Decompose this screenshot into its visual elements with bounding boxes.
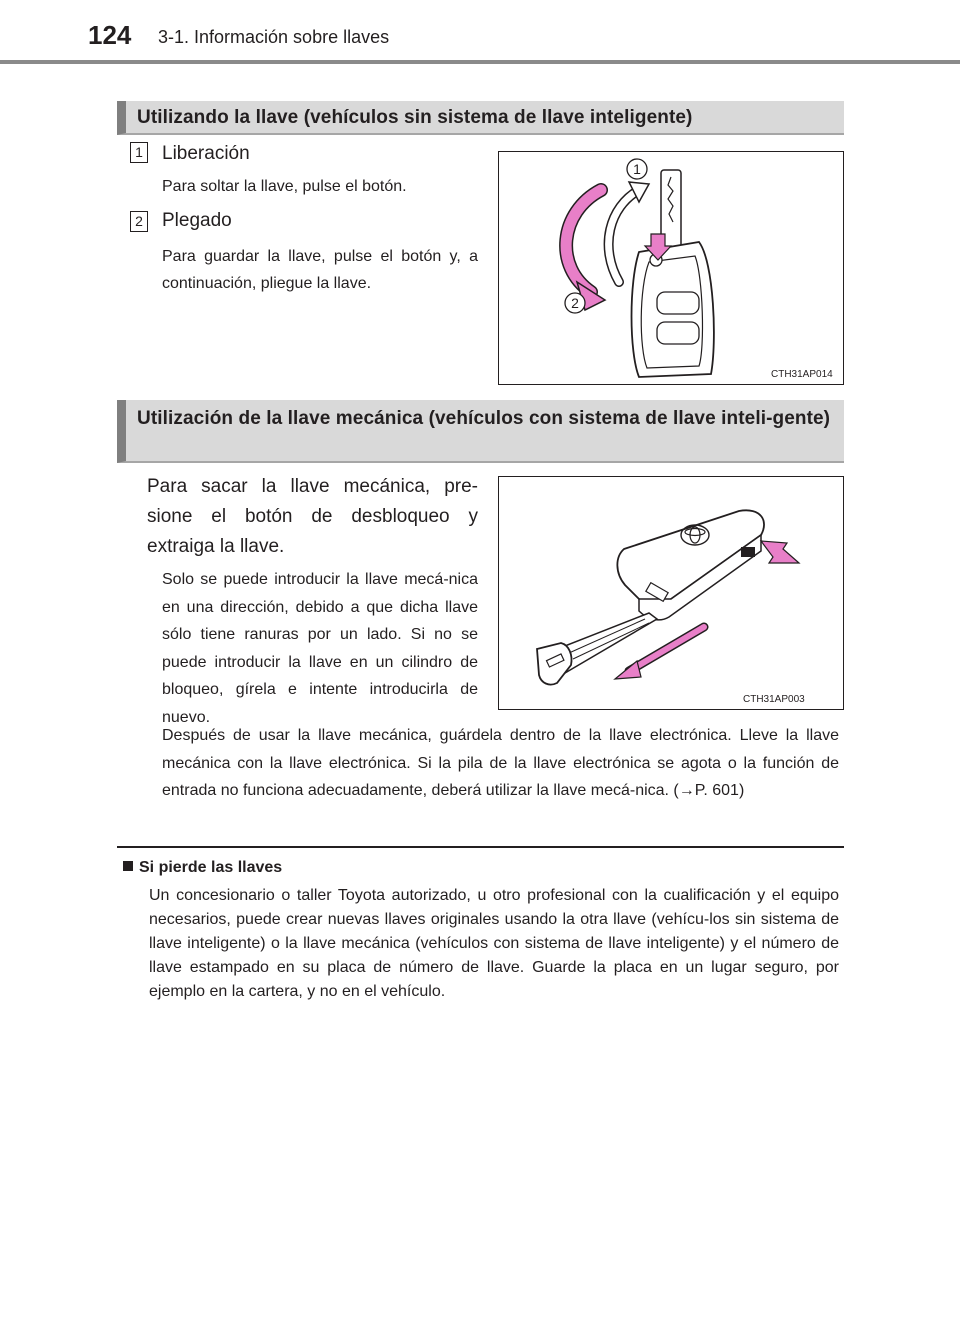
step-title-fold: Plegado xyxy=(162,210,232,231)
header-rule xyxy=(0,60,960,64)
mechanical-key-illustration xyxy=(499,477,842,708)
section-heading-key-usage xyxy=(117,101,844,135)
callout-1: 1 xyxy=(633,161,641,177)
figure-folding-key xyxy=(498,151,844,385)
note-wide: Después de usar la llave mecánica, guárdela dentro de la llave electrónica. Lleve la llave mecánica con la llave electrónica. Si la pila de la llave electrónica se agota o la función de entrada no funciona adecuadamente, deberá utilizar la llave mecá-nica. (→P. 601) xyxy=(162,727,839,799)
running-head: 3-1. Información sobre llaves xyxy=(158,27,390,47)
step-number-badge: 1 xyxy=(130,142,148,163)
step-text-release: Para soltar la llave, pulse el botón. xyxy=(162,178,407,195)
section-heading-mechanical-key xyxy=(117,400,844,463)
section-divider xyxy=(117,846,844,848)
figure-mechanical-key xyxy=(498,476,844,710)
step-number-badge: 2 xyxy=(130,211,148,232)
section-heading-text: Utilización de la llave mecánica (vehículos con sistema de llave inteli-gente) xyxy=(137,408,831,429)
bullet-square-icon xyxy=(123,861,133,871)
section-heading-text: Utilizando la llave (vehículos sin sistema de llave inteligente) xyxy=(137,107,693,128)
page-number: 124 xyxy=(88,20,132,50)
info-heading-text: Si pierde las llaves xyxy=(139,859,283,876)
lead-paragraph: Para sacar la llave mecánica, pre-sione el botón de desbloqueo y extraiga la llave. xyxy=(147,476,478,557)
info-heading xyxy=(123,859,282,877)
step-text-fold: Para guardar la llave, pulse el botón y, a continuación, pliegue la llave. xyxy=(162,248,478,292)
folding-key-illustration xyxy=(499,152,842,383)
info-body: Un concesionario o taller Toyota autorizado, u otro profesional con la cualificación y el equipo necesarios, puede crear nuevas llaves originales usando la otra llave (vehícu-los sin sistema de llave inteligente) o la llave mecánica (vehículos con sistema de llave inteligente) y el número de llave estampado en su placa de número de llave. Guarde la placa en un lugar seguro, por ejemplo en la cartera, y no en el vehículo. xyxy=(149,887,839,1000)
step-title-release: Liberación xyxy=(162,143,250,164)
callout-2: 2 xyxy=(571,295,579,311)
figure-code: CTH31AP014 xyxy=(771,369,833,380)
note-narrow: Solo se puede introducir la llave mecá-nica en una dirección, debido a que dicha llave sólo tiene ranuras por un lado. Si no se puede introducir la llave en un cilindro de bloqueo, gírela e intente introducirla de nuevo. xyxy=(162,571,478,726)
figure-code: CTH31AP003 xyxy=(743,694,805,705)
